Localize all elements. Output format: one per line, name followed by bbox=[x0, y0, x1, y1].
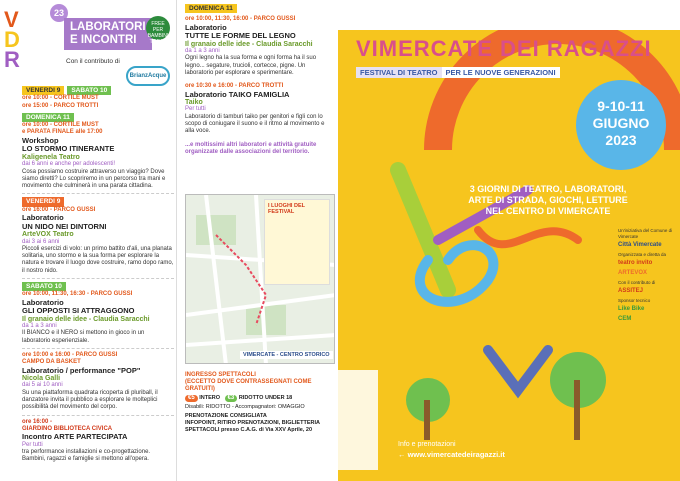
partner-logo: ASSITEJ bbox=[618, 288, 644, 294]
festival-year: 2023 bbox=[605, 132, 637, 148]
subtitle-part: PER LE NUOVE GENERAZIONI bbox=[442, 67, 560, 78]
map-label: VIMERCATE - CENTRO STORICO bbox=[240, 351, 333, 359]
more-activities-note: ...e moltissimi altri laboratori e attività gratuite organizzate dalle associazioni del territorio. bbox=[185, 141, 317, 155]
subtitle-part: FESTIVAL DI TEATRO bbox=[356, 67, 442, 78]
festival-title: VIMERCATE DEI RAGAZZI bbox=[356, 36, 652, 61]
event-list bbox=[177, 0, 338, 160]
day-tag: DOMENICA 11 bbox=[185, 4, 237, 13]
disabili-note: Disabili: RIDOTTO - Accompagnatori: OMAGGIO bbox=[185, 404, 305, 410]
event-desc: tra performance installazioni e co-progettazione. Bambini, ragazzi e famiglie si mettono all'opera. bbox=[22, 449, 151, 463]
price-full: €5 bbox=[185, 395, 198, 402]
event-title: Laboratorio / performance "POP" bbox=[22, 365, 141, 375]
logo-letter: V bbox=[4, 7, 19, 32]
legend-title: I LUOGHI DEL FESTIVAL bbox=[268, 203, 305, 215]
ticket-subtitle: (ECCETTO DOVE CONTRASSEGNATI COME GRATUITI) bbox=[185, 379, 312, 392]
event-title: Incontro ARTE PARTECIPATA bbox=[22, 432, 128, 442]
event-time: ore 10:00, 11:30, 16:00 - PARCO GUSSI bbox=[185, 16, 296, 23]
panel-cover bbox=[338, 0, 680, 481]
event-time: ore 16:00 - PARCO GUSSI bbox=[22, 206, 96, 213]
event-author: Nicola Galli bbox=[22, 375, 61, 383]
partner-logo: Città Vimercate bbox=[618, 242, 662, 248]
partner-logos bbox=[618, 228, 678, 326]
info-box bbox=[398, 440, 505, 460]
event-author: Il granaio delle idee - Claudia Saracchi bbox=[185, 40, 313, 48]
event-desc: Su una piattaforma quadrata ricoperta di pluriball, il danzatore invita il pubblico a esplorare le molteplici possibilità del movimento del corpo. bbox=[22, 389, 158, 411]
info-label: Info e prenotazioni bbox=[398, 441, 456, 448]
event-desc: Il BIANCO e il NERO si mettono in gioco in un laboratorio esperienziale. bbox=[22, 330, 145, 344]
partner-caption: Un'iniziativa del Comune di Vimercate bbox=[618, 228, 673, 239]
logo-letter: D bbox=[4, 27, 20, 52]
event-title: Workshop LO STORMO ITINERANTE bbox=[22, 135, 115, 154]
panel-domenica bbox=[176, 0, 338, 481]
day-tag: VENERDI 9 bbox=[22, 197, 64, 206]
partner-caption: Sponsor tecnico bbox=[618, 298, 651, 303]
panel-laboratori bbox=[0, 0, 176, 481]
section-title bbox=[64, 18, 152, 50]
event-desc: Cosa possiamo costruire attraverso un viaggio? Dove siamo diretti? Lo scopriremo in un percorso tra mani e movimento che culminerà in una parata cittadina. bbox=[22, 168, 166, 190]
event-item bbox=[22, 419, 174, 464]
event-item bbox=[22, 113, 174, 191]
event-author: Il granaio delle idee - Claudia Saracchi bbox=[22, 315, 150, 323]
logo-letter: R bbox=[4, 47, 20, 72]
price-reduced-label: RIDOTTO UNDER 18 bbox=[238, 395, 293, 401]
event-time: ore 10:00 - CORTILE MUST bbox=[22, 95, 99, 102]
event-time: ore 15:00 - PARCO TROTTI bbox=[22, 102, 99, 109]
event-desc: Piccoli esercizi di volo: un primo battito d'ali, una planata solitaria, uno stormo e la sua forma per esplorare la natura e trovare il luogo dove costruire, ramo dopo ramo, il nostro nido. bbox=[22, 245, 174, 274]
price-full-label: INTERO bbox=[199, 395, 220, 401]
map-legend bbox=[264, 199, 330, 285]
event-title: Laboratorio UN NIDO NEI DINTORNI bbox=[22, 213, 107, 231]
event-time: ore 10:30 e 16:00 - PARCO TROTTI bbox=[185, 83, 284, 90]
festival-month: GIUGNO bbox=[592, 115, 650, 131]
event-author: Taiko bbox=[185, 99, 203, 107]
event-time: ore 10:00 - CORTILE MUST bbox=[22, 122, 99, 129]
partner-logo: CEM bbox=[618, 316, 632, 322]
event-time: ore 10:00, 11:30, 16:30 - PARCO GUSSI bbox=[22, 291, 133, 298]
partner-caption: Con il contributo di bbox=[618, 280, 656, 285]
event-audience: da 1 a 3 anni bbox=[185, 48, 220, 55]
partner-logo: ARTEVOX bbox=[618, 270, 648, 276]
event-desc: Ogni legno ha la sua forma e ogni forma ha il suo legno... segature, trucioli, cortecce, pigne. Un laboratorio per esplorare e sperimentare. bbox=[185, 55, 317, 76]
sponsor-logo: BrianzAcque bbox=[126, 66, 170, 86]
title-line: LABORATORI bbox=[70, 21, 146, 33]
event-audience: Per tutti bbox=[185, 106, 206, 113]
festival-tagline: 3 GIORNI DI TEATRO, LABORATORI, ARTE DI STRADA, GIOCHI, LETTURE NEL CENTRO DI VIMERCATE bbox=[468, 184, 628, 216]
contributo-label: Con il contributo di bbox=[66, 58, 120, 65]
title-line: E INCONTRI bbox=[70, 34, 137, 46]
free-badge: FREE PER BAMBINI TODAY bbox=[146, 16, 170, 40]
day-tag: SABATO 10 bbox=[22, 282, 66, 291]
day-tag: VENERDI 9 bbox=[22, 86, 64, 95]
event-author: Kaligenela Teatro bbox=[22, 153, 80, 161]
event-audience: dai 3 ai 6 anni bbox=[22, 238, 60, 245]
event-place: CAMPO DA BASKET bbox=[22, 359, 81, 366]
day-tag: SABATO 10 bbox=[67, 86, 111, 95]
vdr-logo bbox=[4, 7, 20, 72]
partner-logo: teatro invito bbox=[618, 260, 653, 266]
event-item bbox=[22, 352, 174, 412]
festival-map[interactable] bbox=[185, 194, 335, 364]
event-time: ore 16:00 - bbox=[22, 418, 53, 425]
event-place: GIARDINO BIBLIOTECA CIVICA bbox=[22, 425, 113, 432]
booking-note: PRENOTAZIONE CONSIGLIATA bbox=[185, 413, 267, 419]
event-time: e PARATA FINALE alle 17:00 bbox=[22, 129, 103, 136]
edition-badge: 23 bbox=[50, 4, 68, 22]
event-author: ArteVOX Teatro bbox=[22, 231, 74, 239]
event-audience: Per tutti bbox=[22, 441, 43, 448]
event-title: Laboratorio GLI OPPOSTI SI ATTRAGGONO bbox=[22, 297, 135, 316]
event-item bbox=[22, 86, 174, 110]
festival-subtitle bbox=[356, 67, 560, 80]
event-item bbox=[22, 197, 174, 275]
event-audience: dai 5 ai 10 anni bbox=[22, 382, 63, 389]
event-title: Laboratorio TAIKO FAMIGLIA bbox=[185, 89, 290, 99]
partner-logo: Like Bike bbox=[618, 306, 645, 312]
event-time: ore 10:00 e 16:00 - PARCO GUSSI bbox=[22, 351, 118, 358]
partner-caption: Organizzata e diretta da bbox=[618, 252, 667, 257]
infopoint-note: INFOPOINT, RITIRO PRENOTAZIONI, BIGLIETTERIA SPETTACOLI presso C.A.G. di Via XXV Aprile, 20 bbox=[185, 420, 320, 433]
event-item bbox=[22, 282, 174, 345]
festival-days: 9-10-11 bbox=[597, 98, 645, 114]
event-desc: Laboratorio di tamburi taiko per genitori e figli con lo scopo di coniugare il suono e il ritmo al movimento e alla voce. bbox=[185, 113, 325, 135]
website-link[interactable]: ← www.vimercatedeiragazzi.it bbox=[398, 450, 505, 459]
ticket-title: INGRESSO SPETTACOLI bbox=[185, 372, 256, 378]
event-audience: da 1 a 3 anni bbox=[22, 323, 57, 330]
ticket-info bbox=[185, 372, 335, 434]
day-tag: DOMENICA 11 bbox=[22, 113, 74, 122]
event-list bbox=[22, 86, 174, 464]
event-audience: dai 6 anni e anche per adolescenti! bbox=[22, 161, 116, 168]
price-reduced: €3 bbox=[225, 395, 238, 402]
event-title: Laboratorio TUTTE LE FORME DEL LEGNO bbox=[185, 22, 296, 41]
